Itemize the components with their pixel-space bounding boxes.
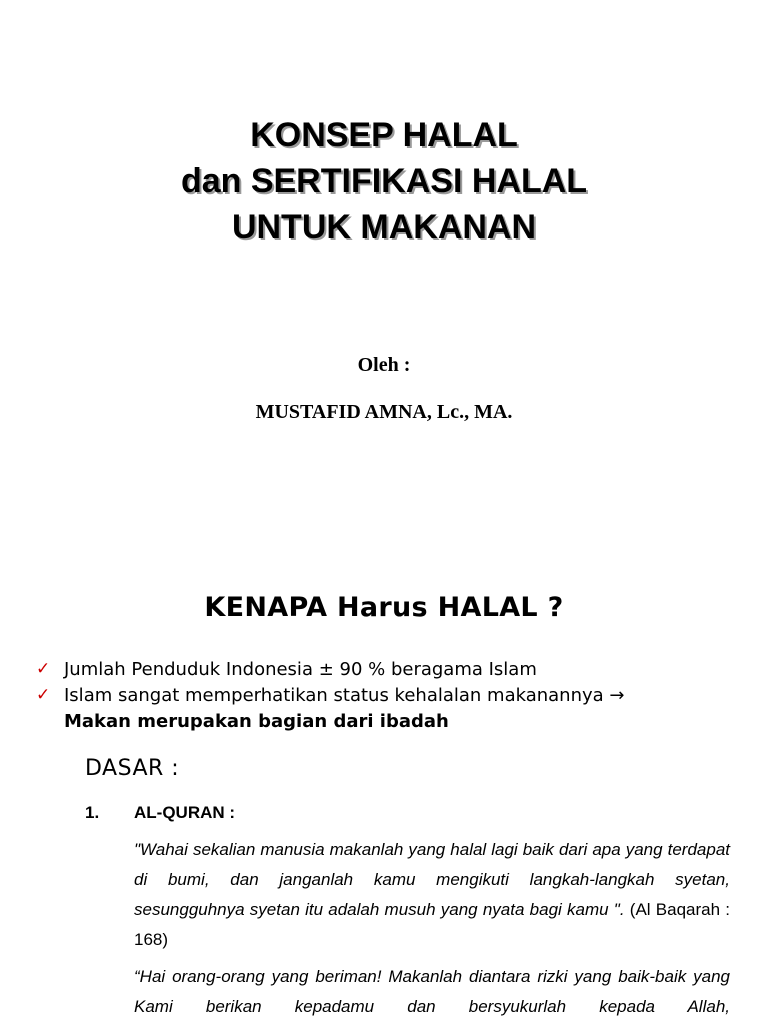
bullet-emphasis: Makan merupakan bagian dari ibadah — [64, 711, 449, 732]
author-by-label: Oleh : — [357, 354, 411, 376]
title-line-3: UNTUK MAKANAN — [231, 208, 537, 246]
bullet-item — [36, 683, 50, 707]
title-line-1: KONSEP HALAL — [250, 116, 518, 154]
section-label: AL-QURAN : — [134, 803, 236, 822]
quote-citation: (Al Baqarah : 168) — [134, 900, 730, 949]
quote-text: "Wahai sekalian manusia makanlah yang halal lagi baik dari apa yang terdapat di bumi, dan janganlah kamu mengikuti langkah-langkah syetan, sesungguhnya syetan itu adalah musuh yang nyata bagi kamu ". — [134, 840, 730, 919]
checkmark-icon: ✓ — [36, 659, 51, 679]
title-line-2: dan SERTIFIKASI HALAL — [180, 162, 588, 200]
dasar-label: DASAR : — [85, 756, 180, 781]
checkmark-icon: ✓ — [36, 685, 51, 705]
section-number: 1. — [85, 803, 100, 822]
quote-text: “Hai orang-orang yang beriman! Makanlah diantara rizki yang baik-baik yang Kami berikan kepadamu dan bersyukurlah kepada Allah, — [134, 967, 730, 1016]
quote-block — [134, 835, 730, 955]
section-heading: KENAPA Harus HALAL ? — [204, 592, 564, 623]
bullet-text: Islam sangat memperhatikan status kehalalan makanannya → — [64, 685, 625, 706]
author-name: MUSTAFID AMNA, Lc., MA. — [255, 401, 513, 423]
quote-block — [134, 962, 730, 1022]
bullet-item — [36, 657, 50, 681]
bullet-text: Jumlah Penduduk Indonesia ± 90 % beragama Islam — [64, 659, 537, 680]
